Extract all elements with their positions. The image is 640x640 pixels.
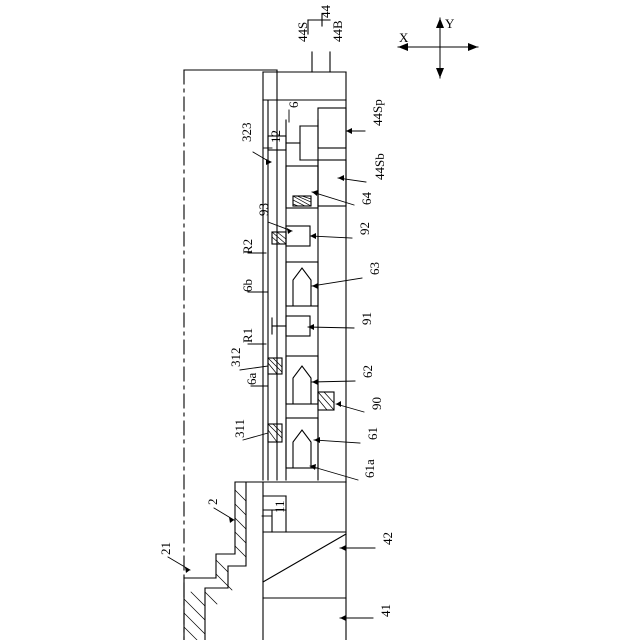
label-312: 312 [228,347,243,367]
label-2: 2 [205,498,220,505]
label-63: 63 [367,262,382,275]
label-12: 12 [268,130,283,143]
label-44S: 44S [295,21,310,42]
label-R1: R1 [240,327,255,343]
label-6b: 6b [240,279,255,292]
label-44B: 44B [330,20,345,42]
label-41: 41 [378,604,393,617]
label-61a: 61a [362,459,377,478]
label-62: 62 [360,365,375,378]
label-61: 61 [365,427,380,440]
label-42: 42 [380,532,395,545]
label-44Sb: 44Sb [372,153,387,180]
label-92: 92 [357,222,372,235]
axis-label-x: X [399,30,409,45]
label-21: 21 [158,542,173,555]
label-6: 6 [286,101,301,108]
label-90: 90 [369,397,384,410]
label-11: 11 [272,500,287,513]
label-44Sp: 44Sp [370,99,385,126]
label-311: 311 [232,418,247,438]
label-64: 64 [359,192,374,205]
label-R2: R2 [240,238,255,254]
label-6a: 6a [244,372,259,385]
label-44: 44 [318,5,333,18]
label-93: 93 [256,203,271,216]
label-91: 91 [359,312,374,325]
label-323: 323 [239,122,254,142]
axis-label-y: Y [445,16,455,31]
